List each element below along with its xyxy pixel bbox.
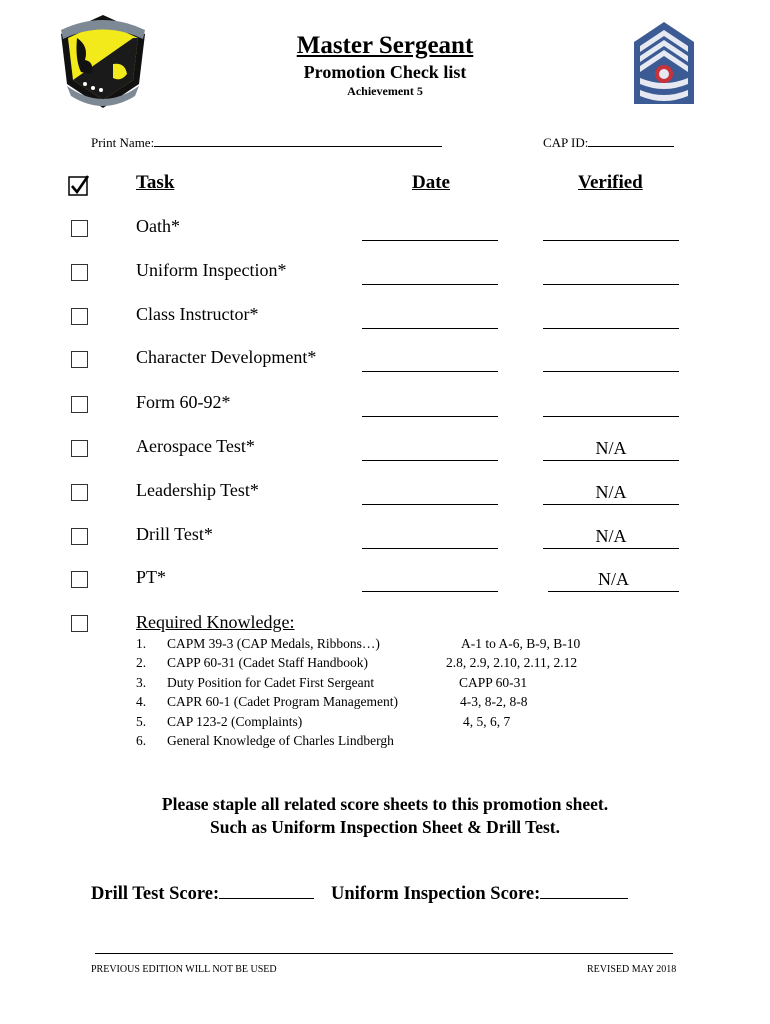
date-blank[interactable] [362,480,498,505]
task-label: Form 60-92* [136,392,231,412]
task-row [0,524,770,554]
verified-blank[interactable]: N/A [543,480,679,505]
item-text: Duty Position for Cadet First Sergeant [167,675,375,690]
verified-blank[interactable]: N/A [543,524,679,549]
cap-id-label: CAP ID: [543,135,589,150]
date-blank[interactable] [362,216,498,241]
date-blank[interactable] [362,392,498,417]
verified-blank[interactable] [543,304,679,329]
item-reference: 4, 5, 6, 7 [463,714,511,729]
task-row [0,567,770,597]
item-text: General Knowledge of Charles Lindbergh [167,733,394,748]
verified-blank[interactable] [543,392,679,417]
page-subtitle: Promotion Check list [303,62,467,82]
task-header: Task [136,172,175,193]
item-number: 4. [136,694,147,709]
list-item [136,694,656,713]
item-reference: CAPP 60-31 [459,675,528,690]
task-row [0,436,770,466]
task-checkbox[interactable] [71,308,88,325]
list-item [136,655,656,674]
item-number: 2. [136,655,147,670]
date-blank[interactable] [362,436,498,461]
task-label: Drill Test* [136,524,213,544]
list-item [136,733,656,752]
cap-id-line[interactable] [588,135,674,147]
verified-blank[interactable] [543,260,679,285]
drill-score-line[interactable] [219,880,314,899]
drill-score-field[interactable] [91,880,314,905]
uniform-score-line[interactable] [540,880,628,899]
uniform-score-label: Uniform Inspection Score: [331,884,541,904]
task-checkbox[interactable] [71,396,88,413]
task-label: Oath* [136,216,180,236]
list-item [136,675,656,694]
task-label: Character Development* [136,347,317,367]
cap-id-field[interactable] [543,135,674,151]
print-name-label: Print Name: [91,135,155,150]
knowledge-list [136,636,656,756]
task-label: Leadership Test* [136,480,259,500]
item-text: CAPM 39-3 (CAP Medals, Ribbons…) [167,636,380,651]
verified-header: Verified [578,172,643,193]
task-label: Uniform Inspection* [136,260,287,280]
item-text: CAP 123-2 (Complaints) [167,714,303,729]
task-checkbox[interactable] [71,528,88,545]
staple-note: Please staple all related score sheets to this promotion sheet. [161,794,609,814]
task-row [0,392,770,422]
task-label: PT* [136,567,167,587]
task-checkbox[interactable] [71,571,88,588]
page-title: Master Sergeant [296,32,474,59]
verified-blank[interactable]: N/A [548,567,679,592]
item-number: 5. [136,714,147,729]
item-reference: 4-3, 8-2, 8-8 [460,694,528,709]
task-checkbox[interactable] [71,440,88,457]
list-item [136,714,656,733]
item-number: 1. [136,636,147,651]
item-text: CAPR 60-1 (Cadet Program Management) [167,694,398,709]
drill-score-label: Drill Test Score: [91,884,220,904]
check-icon [68,175,90,197]
achievement-label: Achievement 5 [347,84,423,98]
task-row [0,480,770,510]
header-checkbox[interactable] [68,175,87,194]
task-row [0,216,770,246]
item-text: CAPP 60-31 (Cadet Staff Handbook) [167,655,368,670]
required-knowledge-title: Required Knowledge: [136,612,295,632]
task-checkbox[interactable] [71,484,88,501]
task-row [0,347,770,377]
list-item [136,636,656,655]
item-number: 3. [136,675,147,690]
item-number: 6. [136,733,147,748]
staple-note-example: Such as Uniform Inspection Sheet & Drill Test. [209,817,561,837]
verified-blank[interactable]: N/A [543,436,679,461]
print-name-line[interactable] [154,135,442,147]
footer-edition-note: PREVIOUS EDITION WILL NOT BE USED [91,964,277,975]
task-row [0,304,770,334]
date-blank[interactable] [362,304,498,329]
knowledge-checkbox[interactable] [71,615,88,632]
task-checkbox[interactable] [71,351,88,368]
verified-blank[interactable] [543,347,679,372]
task-checkbox[interactable] [71,220,88,237]
item-reference: 2.8, 2.9, 2.10, 2.11, 2.12 [446,655,578,670]
task-label: Aerospace Test* [136,436,255,456]
date-blank[interactable] [362,524,498,549]
task-row [0,260,770,290]
date-blank[interactable] [362,567,498,592]
uniform-score-field[interactable] [331,880,628,905]
verified-blank[interactable] [543,216,679,241]
print-name-field[interactable] [91,135,442,151]
task-label: Class Instructor* [136,304,259,324]
date-blank[interactable] [362,347,498,372]
date-header: Date [412,172,450,193]
footer-divider [95,953,673,954]
footer-revision-date: REVISED MAY 2018 [587,964,677,975]
item-reference: A-1 to A-6, B-9, B-10 [461,636,581,651]
date-blank[interactable] [362,260,498,285]
task-checkbox[interactable] [71,264,88,281]
